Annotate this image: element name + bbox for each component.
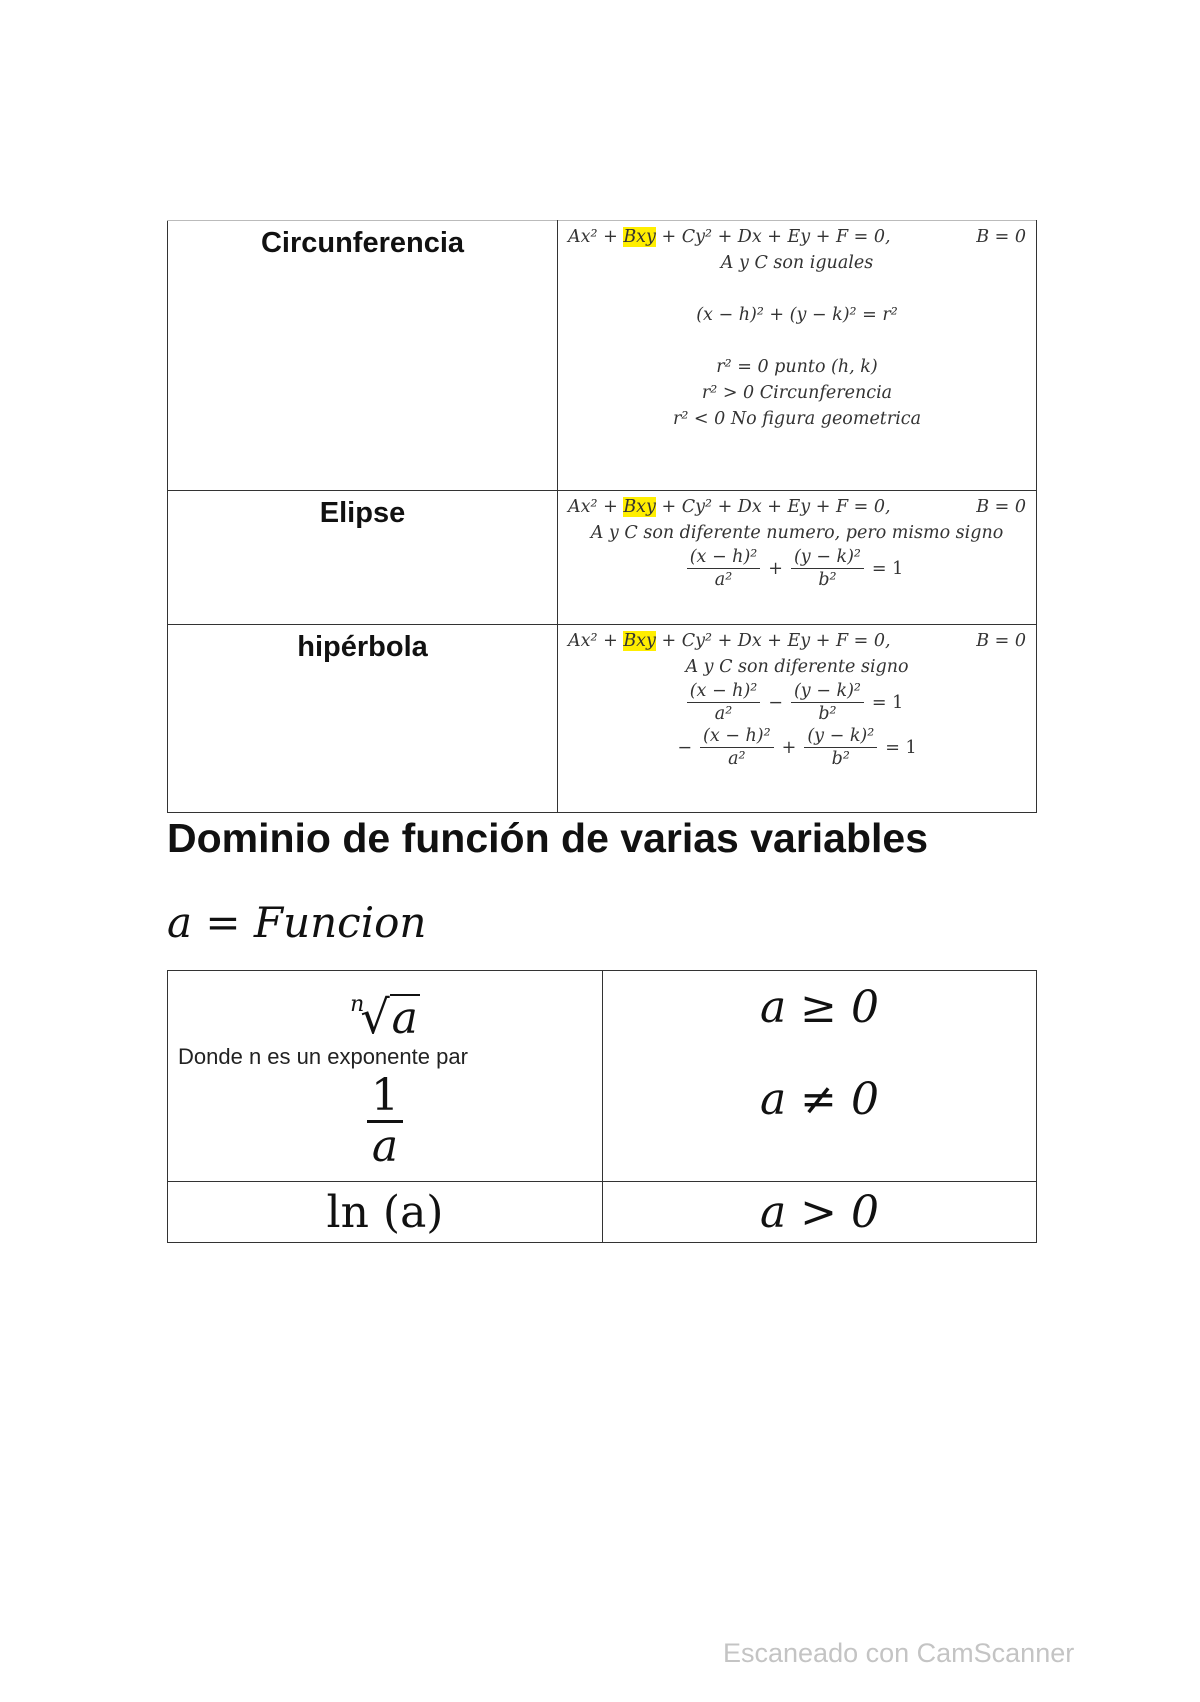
circle-general-equation: Ax² + Bxy + Cy² + Dx + Ey + F = 0, B = 0 bbox=[568, 224, 1026, 250]
reciprocal-condition: a ≠ 0 bbox=[759, 1074, 880, 1125]
circle-standard-equation: (x − h)² + (y − k)² = r² bbox=[696, 305, 898, 325]
hyperbola-b-condition: B = 0 bbox=[976, 631, 1026, 651]
function-definition: a = Funcion bbox=[167, 898, 427, 947]
root-condition: a ≥ 0 bbox=[759, 982, 880, 1033]
table-row bbox=[168, 221, 1037, 491]
root-and-reciprocal-cell bbox=[168, 971, 603, 1182]
hyperbola-note: A y C son diferente signo bbox=[685, 657, 909, 677]
section-heading: Dominio de función de varias variables bbox=[167, 815, 929, 861]
nth-root-expression bbox=[350, 990, 420, 1044]
ellipse-general-equation: Ax² + Bxy + Cy² + Dx + Ey + F = 0, B = 0 bbox=[568, 494, 1026, 520]
root-radicand: a bbox=[391, 993, 418, 1044]
table-row bbox=[168, 1182, 1037, 1243]
radical-sign: √ bbox=[360, 990, 390, 1044]
ellipse-b-condition: B = 0 bbox=[976, 497, 1026, 517]
ellipse-note: A y C son diferente numero, pero mismo signo bbox=[590, 523, 1004, 543]
reciprocal-expression: $\frac{1}{a}$ bbox=[367, 1072, 403, 1171]
hyperbola-general-equation: Ax² + Bxy + Cy² + Dx + Ey + F = 0, B = 0 bbox=[568, 628, 1026, 654]
hyperbola-standard-equation-vertical: − $\frac{\text{(x − h)²}}{\text{a²}}$ + $\frac{\text{(y − k)²}}{\text{b²}}$ = 1 bbox=[677, 726, 917, 769]
conic-sections-table bbox=[167, 220, 1037, 813]
hyperbola-standard-equation-horizontal: $\frac{\text{(x − h)²}}{\text{a²}}$ − $\frac{\text{(y − k)²}}{\text{b²}}$ = 1 bbox=[568, 680, 1026, 725]
log-condition: a > 0 bbox=[603, 1182, 1037, 1243]
domain-rules-table bbox=[167, 970, 1037, 1243]
circle-equations bbox=[558, 221, 1037, 491]
highlight-bxy: Bxy bbox=[623, 497, 656, 517]
circle-case-none: r² < 0 No figura geometrica bbox=[672, 409, 922, 429]
hyperbola-equations bbox=[558, 625, 1037, 813]
root-note: Donde n es un exponente par bbox=[178, 1044, 468, 1069]
root-index: n bbox=[350, 992, 365, 1017]
log-expression: ln (a) bbox=[168, 1182, 603, 1243]
conic-name-hyperbola: hipérbola bbox=[168, 625, 558, 813]
table-row bbox=[168, 971, 1037, 1182]
ellipse-standard-equation: $\frac{\text{(x − h)²}}{\text{a²}}$ + $\frac{\text{(y − k)²}}{\text{b²}}$ = 1 bbox=[568, 546, 1026, 591]
table-row bbox=[168, 491, 1037, 625]
highlight-bxy: Bxy bbox=[623, 631, 656, 651]
camscanner-watermark: Escaneado con CamScanner bbox=[723, 1638, 1075, 1668]
root-and-reciprocal-conditions bbox=[603, 971, 1037, 1182]
ellipse-equations bbox=[558, 491, 1037, 625]
highlight-bxy: Bxy bbox=[623, 227, 656, 247]
circle-case-circle: r² > 0 Circunferencia bbox=[701, 383, 893, 403]
conic-name-ellipse: Elipse bbox=[168, 491, 558, 625]
table-row bbox=[168, 625, 1037, 813]
conic-name-circle: Circunferencia bbox=[168, 221, 558, 491]
circle-note: A y C son iguales bbox=[720, 253, 874, 273]
circle-b-condition: B = 0 bbox=[976, 227, 1026, 247]
circle-case-point: r² = 0 punto (h, k) bbox=[716, 357, 878, 377]
